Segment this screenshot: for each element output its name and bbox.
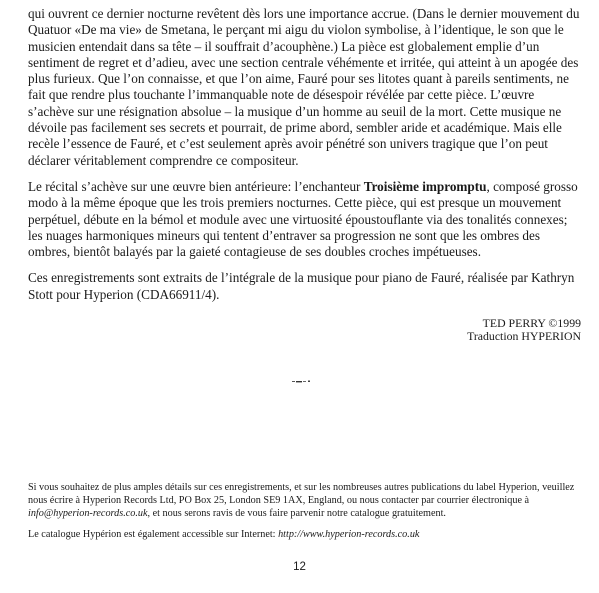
body-paragraph-3: Ces enregistrements sont extraits de l’intégrale de la musique pour piano de Fauré, réalisée par Kathryn Stott pour Hyperion (CDA66911/4).: [28, 270, 575, 302]
page-number: 12: [293, 561, 306, 573]
piece-title: Troisième impromptu: [363, 178, 487, 194]
website-url: http://www.hyperion-records.co.uk: [278, 529, 420, 540]
author-credit: [28, 317, 581, 343]
contact-text-start: Si vous souhaitez de plus amples détails sur ces enregistrements, et sur les nombreuses autres publications du label Hyperion, veuillez nous écrire à Hyperion Records Ltd, PO Box 25, London SE9 1AX, England, ou nous contacter par courrier électronique à: [28, 482, 575, 506]
email-address: info@hyperion-records.co.uk: [28, 508, 148, 519]
catalogue-text: Le catalogue Hypérion est également accessible sur Internet:: [28, 529, 279, 540]
paragraph-2-text-end: , composé grosso modo à la même époque que les trois premiers nocturnes. Cette pièce, qui est presque un mouvement perpétuel, débute en la bémol et module avec une virtuosité époustouflante via des tonalités connexes; les nuages harmoniques mineurs qui tentent d’entraver sa progression ne sont que les ombres des ombres, bientôt balayés par la gaieté contagieuse de ses doubles croches impétueuses.: [28, 178, 578, 260]
translation-credit: Traduction HYPERION: [467, 329, 581, 344]
document-page: [28, 6, 581, 343]
contact-text-end: , et nous serons ravis de vous faire parvenir notre catalogue gratuitement.: [147, 508, 446, 519]
catalogue-info: [28, 528, 581, 541]
body-paragraph-2: [28, 179, 581, 260]
ornament-icon: [292, 380, 312, 383]
paragraph-2-text-start: Le récital s’achève sur une œuvre bien antérieure: l’enchanteur: [28, 178, 364, 194]
contact-info: [28, 481, 581, 520]
footer-info: [28, 481, 581, 549]
body-paragraph-1: qui ouvrent ce dernier nocturne revêtent dès lors une importance accrue. (Dans le dernier mouvement du Quatuor «De ma vie» de Smetana, le perçant mi aigu du violon symbolise, à l’identique, le son que le musicien entendait dans sa tête – il souffrait d’acouphène.) La pièce est globalement emplie d’un sentiment de regret et d’adieu, avec une section centrale véhémente et irritée, qui atteint à un apogée des plus furieux. Que l’on connaisse, et que l’on aime, Fauré pour ses litotes quant à pareils sentiments, ne fait que rendre plus touchante l’immanquable note de désespoir révélée par cette pièce. L’œuvre s’achève sur une résignation absolue – la musique d’un homme au seuil de la mort. Cette musique ne dévoile pas facilement ses secrets et pourrait, de prime abord, sembler aride et académique. Mais elle recèle l’essence de Fauré, et c’est seulement après avoir pénétré son univers tragique que l’on peut déclarer véritablement comprendre ce compositeur.: [28, 6, 580, 168]
author-name: TED PERRY ©1999: [482, 316, 581, 331]
